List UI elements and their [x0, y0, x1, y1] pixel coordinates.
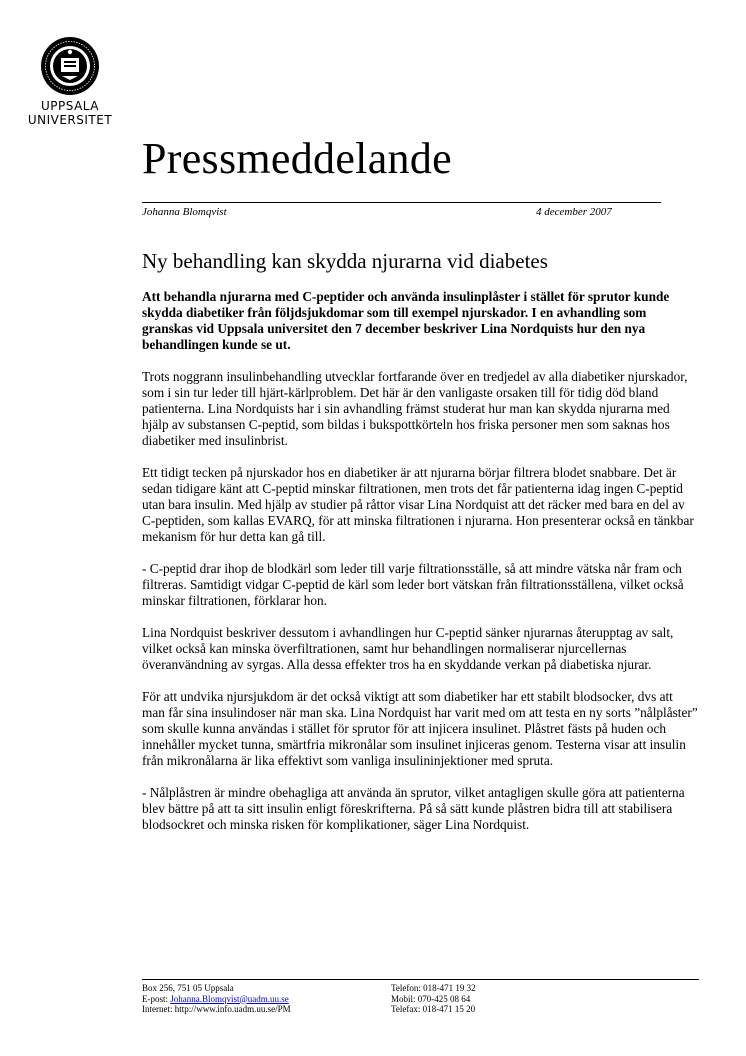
logo-line-1: UPPSALA	[41, 99, 99, 113]
footer-email-label: E-post:	[142, 993, 171, 1004]
university-seal-icon	[40, 36, 100, 96]
footer-contact-right	[391, 983, 476, 1015]
footer-address: Box 256, 751 05 Uppsala	[142, 983, 234, 993]
footer-mobile: Mobil: 070-425 08 64	[391, 993, 471, 1004]
publication-date: 4 december 2007	[536, 206, 612, 218]
body-paragraph-2: Ett tidigt tecken på njurskador hos en diabetiker är att njurarna börjar filtrera blodet snabbare. Det är sedan tidigare känt att C-peptid minskar filtrationen, men trots det får patienterna idag ingen C-peptid utan bara insulin. Med hjälp av studier på råttor visar Lina Nordquist att det räcker med bara en del av C-peptiden, som kallas EVARQ, för att minska filtrationen i njurarna. Hon presenterar också en tänkbar mekanism för hur detta kan gå till.	[142, 465, 694, 544]
footer-phone: Telefon: 018-471 19 32	[391, 983, 476, 993]
document-title: Pressmeddelande	[142, 134, 452, 183]
footer-fax: Telefax: 018-471 15 20	[391, 1004, 476, 1014]
body-paragraph-6: - Nålplåstren är mindre obehagliga att använda än sprutor, vilket antagligen skulle göra att patienterna blev bättre på att ta sitt insulin enligt föreskrifterna. På så sätt kunde plåstren bidra till att stabilisera blodsockret och minska risken för komplikationer, säger Lina Nordquist.	[142, 785, 685, 832]
footer-contact-left	[142, 983, 291, 1015]
article-headline: Ny behandling kan skydda njurarna vid diabetes	[142, 249, 548, 273]
logo-line-2: UNIVERSITET	[27, 113, 113, 127]
lead-paragraph: Att behandla njurarna med C-peptider och använda insulinplåster i stället för sprutor kunde skydda diabetiker från följdsjukdomar som till exempel njurskador. I en avhandling som granskas vid Uppsala universitet den 7 december beskriver Lina Nordquists hur den nya behandlingen kunde se ut.	[142, 289, 670, 352]
header-divider	[142, 202, 661, 203]
article-body	[142, 289, 698, 849]
university-logo	[0, 36, 140, 127]
body-paragraph-4: Lina Nordquist beskriver dessutom i avhandlingen hur C-peptid sänker njurarnas återupptag av salt, vilket också kan minska överfiltrationen, samt hur behandlingen normaliserar njurcellernas överanvändning av syrgas. Alla dessa effekter tros ha en skyddande verkan på diabetiska njurar.	[142, 625, 674, 672]
footer-email-line	[142, 994, 291, 1005]
body-paragraph-3: - C-peptid drar ihop de blodkärl som leder till varje filtrationsställe, så att mindre vätska når fram och filtreras. Samtidigt vidgar C-peptid de kärl som leder bort vätskan från filtrationsställena, vilket också minskar filtrationen, förklarar hon.	[142, 561, 684, 608]
body-paragraph-1: Trots noggrann insulinbehandling utvecklar fortfarande över en tredjedel av alla diabetiker njurskador, som i sin tur leder till hjärt-kärlproblem. Det här är den vanligaste orsaken till för tidig död bland patienterna. Lina Nordquists har i sin avhandling främst studerat hur man kan skydda njurarna med hjälp av substansen C-peptid, som bildas i bukspottkörteln hos friska personer men som saknas hos diabetiker med insulinbrist.	[142, 369, 688, 448]
footer-internet: Internet: http://www.info.uadm.uu.se/PM	[142, 1004, 291, 1014]
author-name: Johanna Blomqvist	[142, 206, 227, 218]
body-paragraph-5: För att undvika njursjukdom är det också viktigt att som diabetiker har ett stabilt blodsocker, dvs att man får sina insulindoser när man ska. Lina Nordquist har varit med om att testa en ny sorts ”nålplåster” som skulle kunna användas i stället för sprutor för att injicera insulinet. Plåstret fästs på huden och innehåller mycket tunna, smärtfria mikronålar som insulinet injiceras genom. Testerna visar att insulin från mikronålarna är lika effektivt som vanliga insulininjektioner med spruta.	[142, 689, 698, 768]
email-link[interactable]: Johanna.Blomqvist@uadm.uu.se	[170, 993, 289, 1004]
footer-divider	[142, 979, 699, 980]
